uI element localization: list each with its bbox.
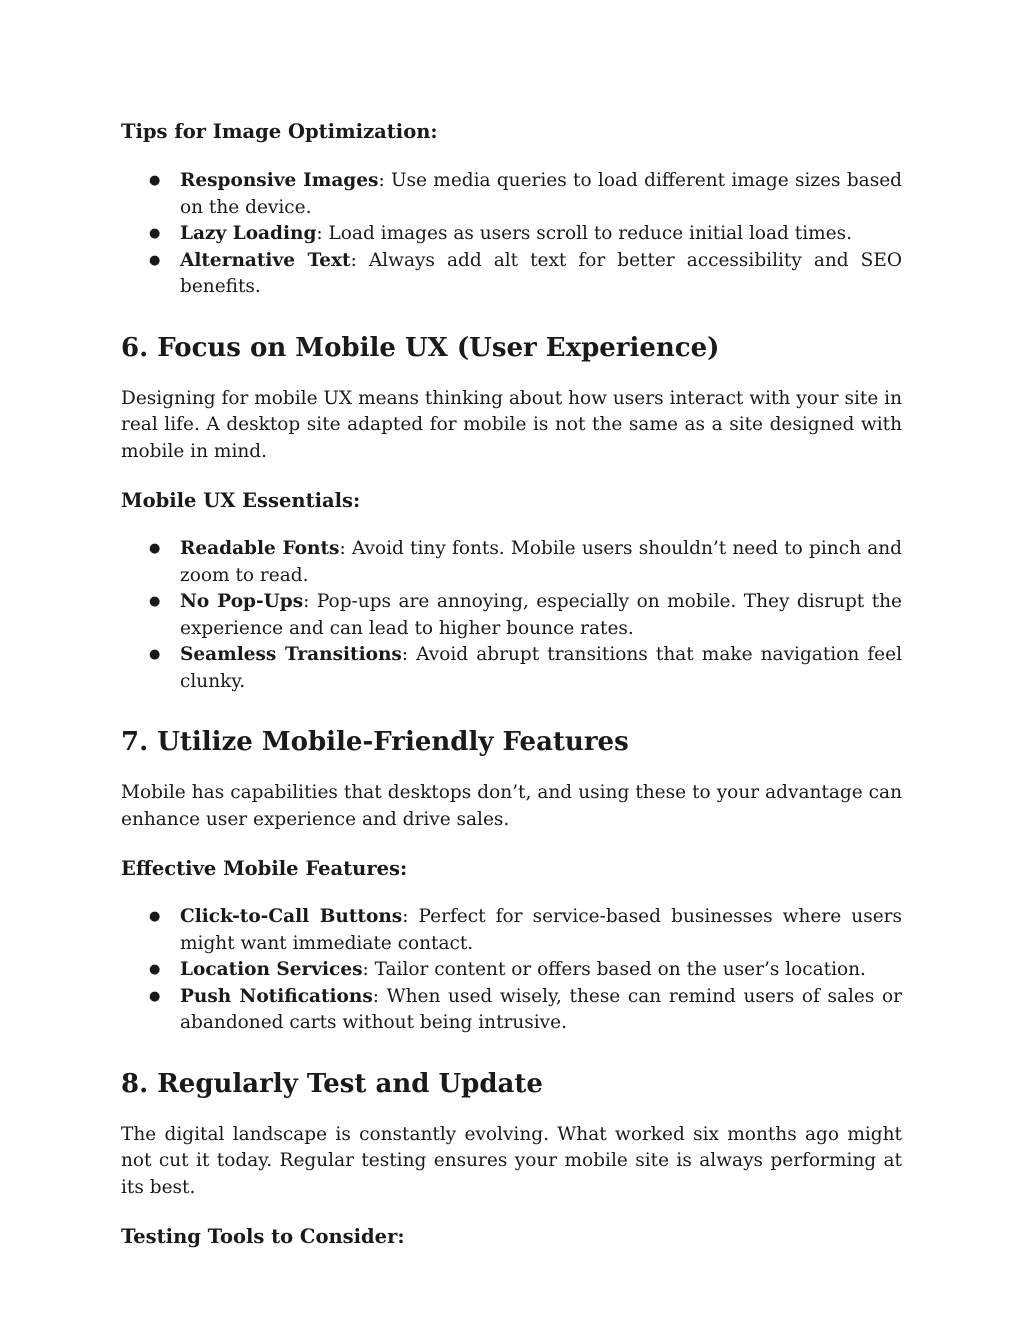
list-item-text: : Use media queries to load different image sizes based on the device. xyxy=(180,170,902,218)
list-item-term: Push Notifications xyxy=(180,985,373,1007)
list-item-term: No Pop-Ups xyxy=(180,591,304,612)
list-item-term: Seamless Transitions xyxy=(180,644,402,665)
list-item xyxy=(149,168,902,221)
bullet-icon: ● xyxy=(149,173,161,188)
bullet-icon: ● xyxy=(149,226,161,241)
list-item-text: : Avoid tiny fonts. Mobile users shouldn’t need to pinch and zoom to read. xyxy=(180,538,902,586)
list-item-term: Click-to-Call Buttons xyxy=(180,906,403,927)
section-7-body: Mobile has capabilities that desktops don’t, and using these to your advantage can enhance user experience and drive sales. xyxy=(121,782,902,830)
tips-heading: Tips for Image Optimization: xyxy=(121,120,438,143)
list-item-text: : Load images as users scroll to reduce initial load times. xyxy=(316,223,852,244)
list-item-text: : When used wisely, these can remind users of sales or abandoned carts without being intrusive. xyxy=(180,985,902,1033)
list-item xyxy=(149,984,902,1037)
section-6-title: 6. Focus on Mobile UX (User Experience) xyxy=(121,332,720,363)
list-item xyxy=(149,248,902,301)
section-8-title: 8. Regularly Test and Update xyxy=(121,1068,543,1099)
list-item-term: Lazy Loading xyxy=(180,223,317,244)
list-item xyxy=(149,957,902,984)
list-item-text: : Tailor content or offers based on the user’s location. xyxy=(362,959,866,980)
bullet-icon: ● xyxy=(149,594,161,609)
list-item-text: : Always add alt text for better accessibility and SEO benefits. xyxy=(180,249,902,297)
list-item xyxy=(149,221,902,248)
list-item-term: Readable Fonts xyxy=(180,538,340,559)
bullet-icon: ● xyxy=(149,962,161,977)
list-item xyxy=(149,589,902,642)
section-7-title: 7. Utilize Mobile-Friendly Features xyxy=(121,727,629,757)
list-item-term: Location Services xyxy=(180,959,363,980)
section-7-subheading: Effective Mobile Features: xyxy=(121,857,408,880)
tips-list xyxy=(121,168,902,301)
bullet-icon: ● xyxy=(149,252,161,268)
section-8-subheading: Testing Tools to Consider: xyxy=(121,1225,405,1248)
section-6-subheading: Mobile UX Essentials: xyxy=(121,489,361,512)
section-7-list xyxy=(121,904,902,1037)
document-page xyxy=(121,118,902,1251)
list-item-term: Alternative Text xyxy=(180,249,351,271)
list-item-text: : Perfect for service-based businesses where users might want immediate contact. xyxy=(180,906,902,954)
bullet-icon: ● xyxy=(149,541,161,556)
list-item xyxy=(149,536,902,589)
list-item xyxy=(149,904,902,957)
section-6-body: Designing for mobile UX means thinking about how users interact with your site in real life. A desktop site adapted for mobile is not the same as a site designed with mobile in mind. xyxy=(121,387,902,462)
list-item xyxy=(149,642,903,695)
bullet-icon: ● xyxy=(149,988,161,1004)
list-item-text: : Pop-ups are annoying, especially on mobile. They disrupt the experience and can lead to higher bounce rates. xyxy=(180,591,902,639)
section-6-list xyxy=(121,536,902,695)
bullet-icon: ● xyxy=(149,647,161,662)
list-item-term: Responsive Images xyxy=(180,170,379,191)
bullet-icon: ● xyxy=(149,909,161,924)
section-8-body: The digital landscape is constantly evolving. What worked six months ago might not cut it today. Regular testing ensures your mobile site is always performing at its best. xyxy=(121,1123,902,1198)
list-item-text: : Avoid abrupt transitions that make navigation feel clunky. xyxy=(180,644,903,692)
